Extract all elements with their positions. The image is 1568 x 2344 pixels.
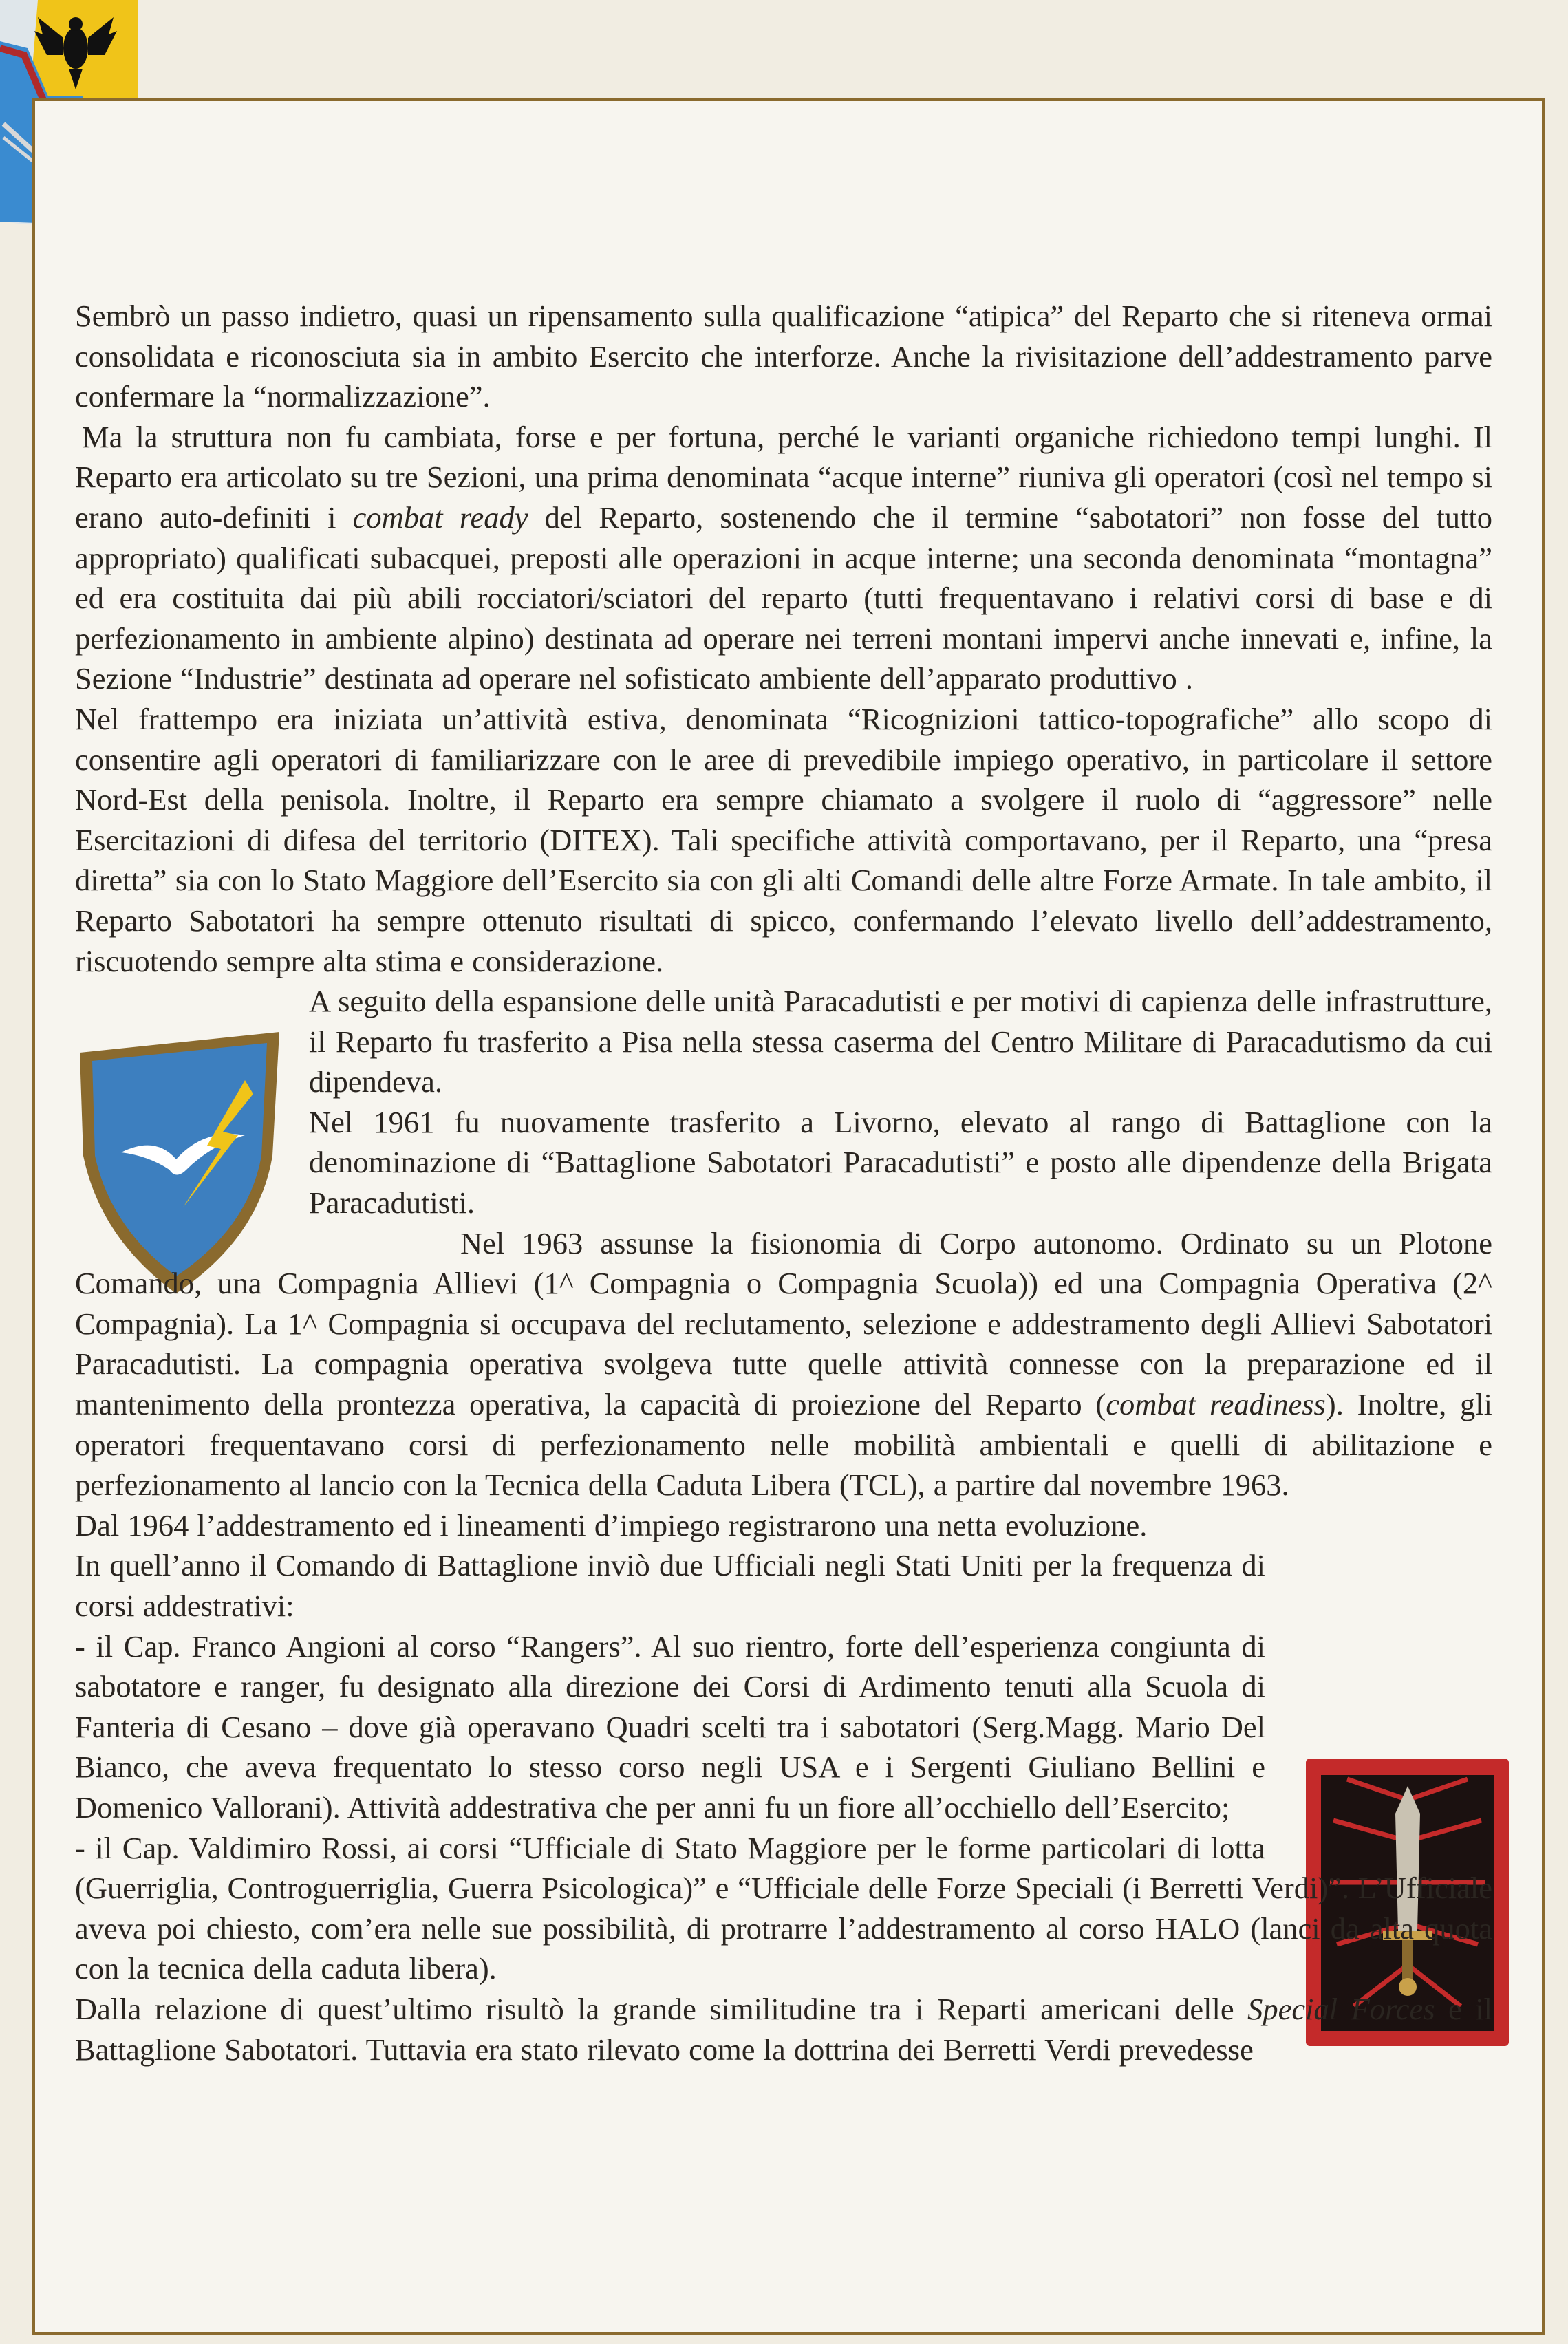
paragraph-9: - il Cap. Franco Angioni al corso “Rangers”. Al suo rientro, forte dell’esperienza congiunta di sabotatore e ranger, fu designato alla direzione dei Corsi di Ardimento tenuti alla Scuola di Fanteria di Cesano – dove già operavano Quadri scelti tra i sabotatori (Serg.Magg. Mario Del Bianco, che aveva frequentato lo stesso corso negli USA e i Sergenti Giuliano Bellini e Domenico Vallorani). Attività addestrativa che per anni fu un fiore all’occhiello dell’Esercito; <box>75 1628 1265 1825</box>
paragraph-3: Nel frattempo era iniziata un’attività estiva, denominata “Ricognizioni tattico-topografiche” allo scopo di consentire agli operatori di familiarizzare con le aree di prevedibile impiego operativo, in particolare il settore Nord-Est della penisola. Inoltre, il Reparto era sempre chiamato a svolgere il ruolo di “aggressore” nelle Esercitazioni di difesa del territorio (DITEX). Tali specifiche attività comportavano, per il Reparto, una “presa diretta” sia con lo Stato Maggiore dell’Esercito sia con gli alti Comandi delle altre Forze Armate. In tale ambito, il Reparto Sabotatori ha sempre ottenuto risultati di spicco, confermando l’elevato livello dell’addestramento, riscuotendo sempre alta stima e considerazione. <box>75 701 1492 978</box>
paragraph-2: Ma la struttura non fu cambiata, forse e per fortuna, perché le varianti organiche richiedono tempi lunghi. Il Reparto era articolato su tre Sezioni, una prima denominata “acque interne” riuniva gli operatori (così nel tempo si erano auto-definiti i combat ready del Reparto, sostenendo che il termine “sabotatori” non fosse del tutto appropriato) qualificati subacquei, preposti alle operazioni in acque interne; una seconda denominata “montagna” ed era costituita dai più abili rocciatori/sciatori del reparto (tutti frequentavano i relativi corsi di base e di perfezionamento in ambiente alpino) destinata ad operare nei terreni montani impervi anche innevati e, infine, la Sezione “Industrie” destinata ad operare nel sofisticato ambiente dell’apparato produttivo . <box>75 419 1492 696</box>
paragraph-10: - il Cap. Valdimiro Rossi, ai corsi “Ufficiale di Stato Maggiore per le forme particolari di lotta (Guerriglia, Controguerriglia, Guerra Psicologica)” e “Ufficiale delle Forze Speciali (i Berretti Verdi)”. L’Ufficiale aveva poi chiesto, com’era nelle sue possibilità, di protrarre l’addestramento al corso HALO (lanci da alta quota con la tecnica della caduta libera). <box>75 1830 1492 1986</box>
paragraph-6: Nel 1963 assunse la fisionomia di Corpo autonomo. Ordinato su un Plotone Comando, una Compagnia Allievi (1^ Compagnia o Compagnia Scuola)) ed una Compagnia Operativa (2^ Compagnia). La 1^ Compagnia si occupava del reclutamento, selezione e addestramento degli Allievi Sabotatori Paracadutisti. La compagnia operativa svolgeva tutte quelle attività connesse con la preparazione ed il mantenimento della prontezza operativa, la capacità di proiezione del Reparto (combat readiness). Inoltre, gli operatori frequentavano corsi di perfezionamento nelle mobilità ambientali e quelli di abilitazione e perfezionamento al lancio con la Tecnica della Caduta Libera (TCL), a partire dal novembre 1963. <box>75 1225 1493 1503</box>
paragraph-11: Dalla relazione di quest’ultimo risultò la grande similitudine tra i Reparti americani delle Special Forces e il Battaglione Sabotatori. Tuttavia era stato rilevato come la dottrina dei Berretti Verdi prevedesse <box>75 1991 1492 2067</box>
paragraph-4: A seguito della espansione delle unità Paracadutisti e per motivi di capienza delle infrastrutture, il Reparto fu trasferito a Pisa nella stessa caserma del Centro Militare di Paracadutismo da cui dipendeva. <box>309 984 1492 1099</box>
paragraph-1: Sembrò un passo indietro, quasi un ripensamento sulla qualificazione “atipica” del Reparto che si riteneva ormai consolidata e riconosciuta sia in ambito Esercito che interforze. Anche la rivisitazione dell’addestramento parve confermare la “normalizzazione”. <box>75 299 1492 414</box>
paragraph-8: In quell’anno il Comando di Battaglione inviò due Ufficiali negli Stati Uniti per la frequenza di corsi addestrativi: <box>75 1548 1265 1623</box>
paragraph-7: Dal 1964 l’addestramento ed i lineamenti d’impiego registrarono una netta evoluzione. <box>75 1507 1148 1542</box>
paragraph-5: Nel 1961 fu nuovamente trasferito a Livorno, elevato al rango di Battaglione con la denominazione di “Battaglione Sabotatori Paracadutisti” e posto alle dipendenze della Brigata Paracadutisti. <box>309 1104 1492 1221</box>
body-text <box>75 296 1492 2069</box>
